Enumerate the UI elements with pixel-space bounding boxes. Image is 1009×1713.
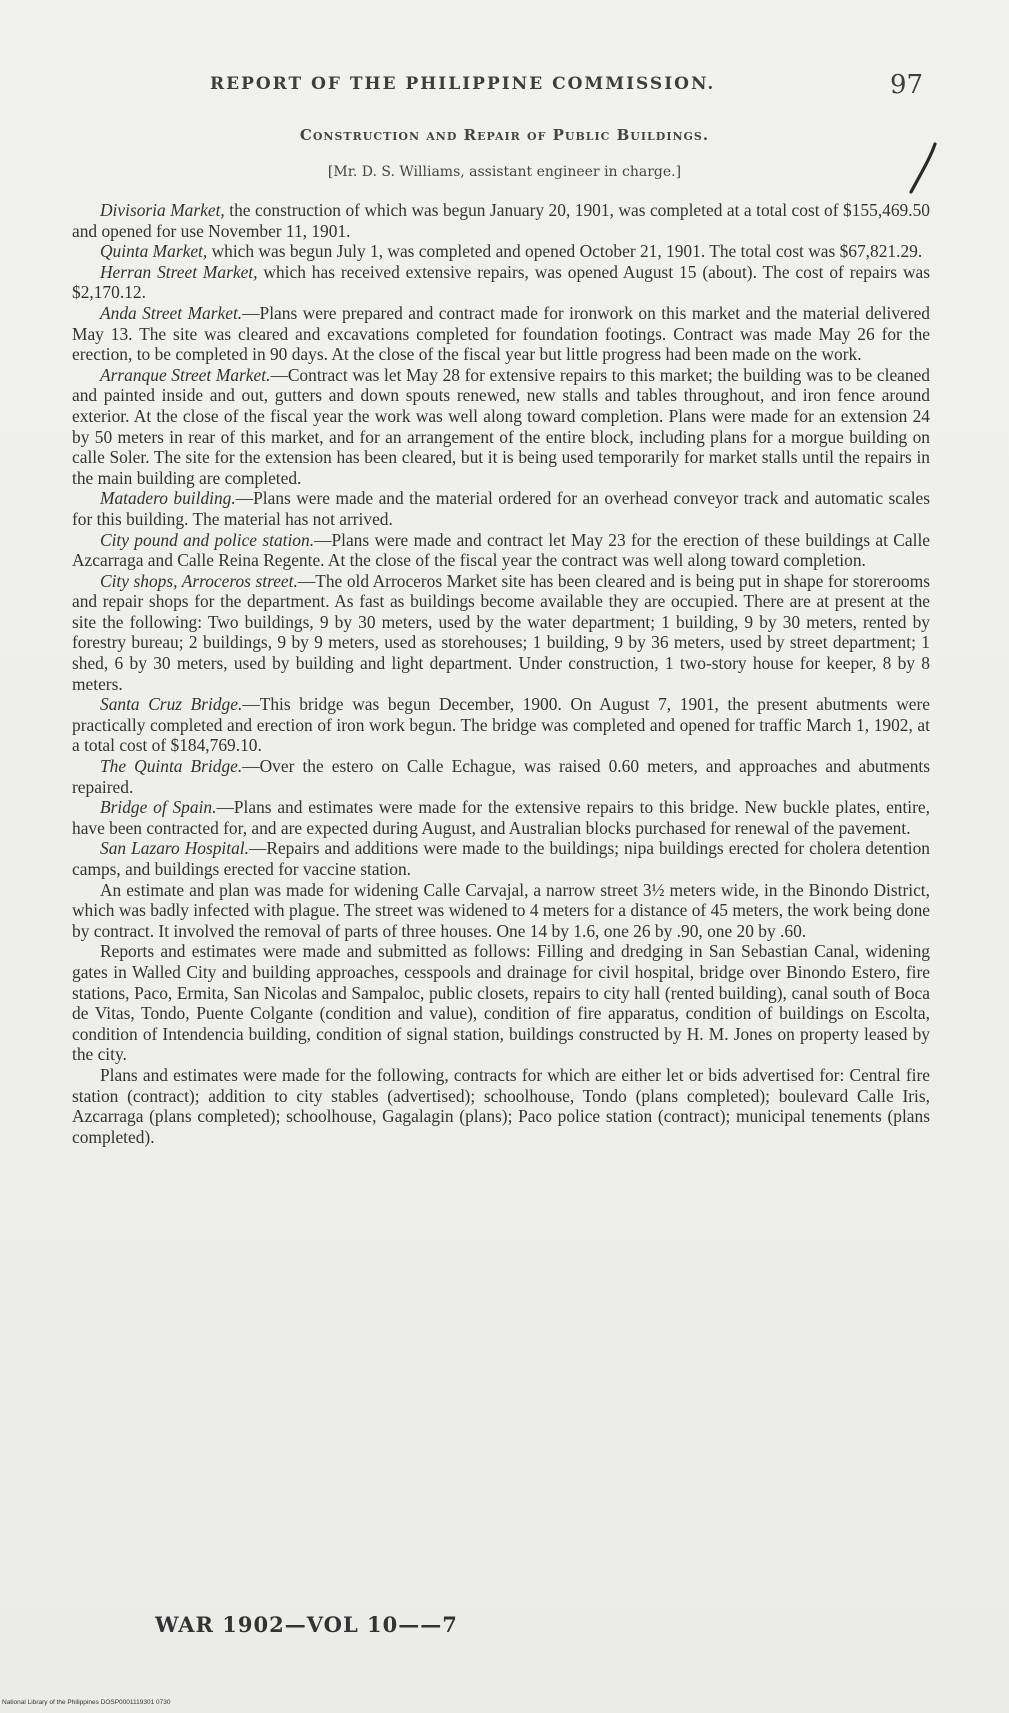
running-head — [0, 70, 1009, 104]
paragraph-lead: Quinta Market, — [100, 241, 208, 262]
paragraph-lead: City pound and police station. — [100, 529, 315, 550]
paragraph-text: —Repairs and additions were made to the buildings; nipa buildings erected for cholera detention camps, and buildings erected for vaccine station. — [72, 838, 931, 879]
body-text — [72, 200, 930, 1650]
paragraph-lead: San Lazaro Hospital. — [100, 838, 249, 859]
paragraph — [72, 694, 930, 756]
paragraph-lead: The Quinta Bridge. — [100, 756, 243, 777]
paragraph — [72, 303, 930, 365]
scan-credit: National Library of the Philippines DOSP0001119301 0730 — [2, 1699, 171, 1706]
paragraph-text: —Plans were made and contract let May 23 for the erection of these buildings at Calle Azcarraga and Calle Reina Regente. At the close of the fiscal year the contract was well along toward completion. — [72, 529, 931, 571]
paragraph-text: —The old Arroceros Market site has been cleared and is being put in shape for storerooms and repair shops for the department. As fast as buildings become available they are occupied. There are at present at the site the following: Two buildings, 9 by 30 meters, used by the water department; 1 building, 9 by 30 meters, rented by forestry bureau; 2 buildings, 9 by 9 meters, used as storehouses; 1 building, 9 by 36 meters, used by street department; 1 shed, 6 by 30 meters, used by building and light department. Under construction, 1 two-story house for keeper, 8 by 8 meters. — [72, 570, 931, 694]
paragraph-text: —Plans and estimates were made for the extensive repairs to this bridge. New buckle plates, entire, have been contracted for, and are expected during August, and Australian blocks purchased for renewal of the pavement. — [72, 797, 930, 838]
paragraph-lead: Bridge of Spain. — [100, 797, 217, 818]
paragraph — [72, 571, 930, 695]
paragraph — [72, 530, 930, 571]
paragraph-text: Plans and estimates were made for the following, contracts for which are either let or bids advertised for: Central fire station (contract); addition to city stables (advertised); schoolhouse, Tondo (plans completed); boulevard Calle Iris, Azcarraga (plans completed); schoolhouse, Gagalagin (plans); Paco police station (contract); municipal tenements (plans completed). — [72, 1064, 930, 1147]
paragraph-lead: Anda Street Market. — [100, 302, 243, 323]
running-title: REPORT OF THE PHILIPPINE COMMISSION. — [210, 74, 716, 94]
paragraph — [72, 241, 930, 262]
paragraph-text: Reports and estimates were made and submitted as follows: Filling and dredging in San Sebastian Canal, widening gates in Walled City and building approaches, cesspools and drainage for civil hospital, bridge over Binondo Estero, fire stations, Paco, Ermita, San Nicolas and Sampaloc, public closets, repairs to city hall (rented building), canal south of Boca de Vitas, Tondo, Puente Colgante (condition and value), condition of fire apparatus, condition of buildings on Escolta, condition of Intendencia building, condition of signal station, buildings constructed by H. M. Jones on property leased by the city. — [72, 941, 930, 1065]
paragraph — [72, 200, 930, 241]
paragraph — [72, 838, 930, 879]
paragraph — [72, 488, 930, 529]
paragraph-text: which has received extensive repairs, was opened August 15 (about). The cost of repairs was $2,170.12. — [72, 261, 930, 303]
paragraph-lead: Arranque Street Market. — [100, 364, 271, 385]
byline: [Mr. D. S. Williams, assistant engineer in charge.] — [327, 164, 682, 180]
paragraph-text: —Over the estero on Calle Echague, was raised 0.60 meters, and approaches and abutments repaired. — [72, 756, 930, 797]
paragraph-lead: City shops, Arroceros street. — [100, 570, 298, 591]
paragraph — [72, 756, 930, 797]
paragraph-text: which was begun July 1, was completed and opened October 21, 1901. The total cost was $67,821.29. — [207, 241, 923, 262]
signature-line: WAR 1902—VOL 10——7 — [155, 1612, 458, 1637]
paragraph-text: An estimate and plan was made for widening Calle Carvajal, a narrow street 3½ meters wide, in the Binondo District, which was badly infected with plague. The street was widened to 4 meters for a distance of 45 meters, the work being done by contract. It involved the removal of parts of three houses. One 14 by 1.6, one 26 by .90, one 20 by .60. — [72, 879, 930, 941]
pen-mark-icon — [905, 140, 941, 196]
paragraph-text: —Contract was let May 28 for extensive repairs to this market; the building was to be cleaned and painted inside and out, gutters and down spouts renewed, new stalls and tables throughout, and iron fence around exterior. At the close of the fiscal year the work was well along toward completion. Plans were made for an extension 24 by 50 meters in rear of this market, and for an arrangement of the entire block, including plans for a morgue building on calle Soler. The site for the extension has been cleared, but it is being used temporarily for market stalls until the repairs in the main building are completed. — [72, 364, 930, 488]
paragraph-lead: Santa Cruz Bridge. — [100, 694, 243, 715]
paragraph-text: —Plans were prepared and contract made for ironwork on this market and the material delivered May 13. The site was cleared and excavations completed for foundation footings. Contract was made May 26 for the erection, to be completed in 90 days. At the close of the fiscal year but little progress had been made on the work. — [72, 302, 931, 365]
paragraph-text: —Plans were made and the material ordered for an overhead conveyor track and automatic scales for this building. The material has not arrived. — [72, 488, 931, 529]
paragraph — [72, 365, 930, 489]
paragraph — [72, 880, 930, 942]
paragraph-text: —This bridge was begun December, 1900. On August 7, 1901, the present abutments were practically completed and erection of iron work begun. The bridge was completed and opened for traffic March 1, 1902, at a total cost of $184,769.10. — [72, 694, 930, 756]
paragraph — [72, 262, 930, 303]
paragraph — [72, 797, 930, 838]
paragraph-lead: Divisoria Market, — [100, 200, 225, 220]
paragraph — [72, 1065, 930, 1147]
paragraph-lead: Herran Street Market, — [100, 261, 258, 282]
page-number: 97 — [890, 70, 924, 100]
paragraph-lead: Matadero building. — [100, 488, 236, 509]
paragraph — [72, 941, 930, 1065]
paragraph-text: the construction of which was begun January 20, 1901, was completed at a total cost of $155,469.50 and opened for use November 11, 1901. — [72, 200, 930, 241]
section-heading: Construction and Repair of Public Buildings. — [299, 126, 710, 144]
